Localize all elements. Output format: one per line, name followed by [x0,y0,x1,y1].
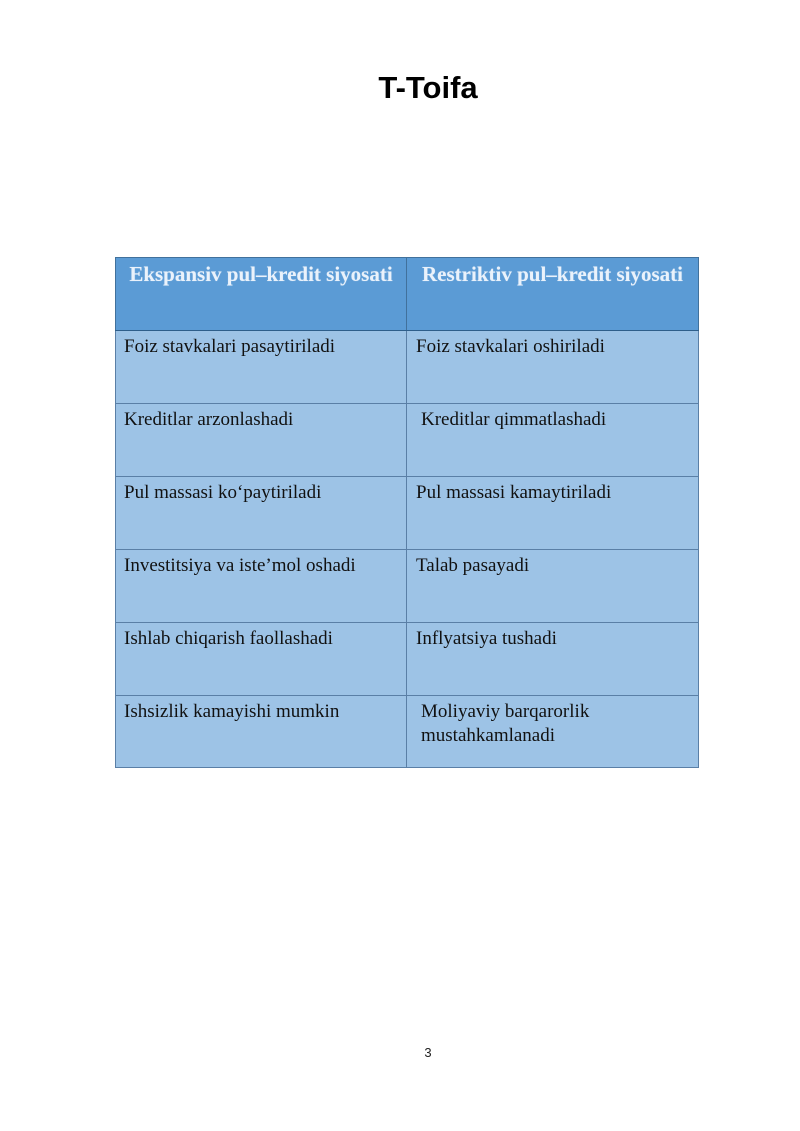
table-cell-restrictive: Foiz stavkalari oshiriladi [407,331,699,404]
page-number: 3 [424,1045,432,1060]
table-row [116,696,699,768]
table-row [116,623,699,696]
table-cell-expansionary: Ishlab chiqarish faollashadi [116,623,407,696]
table-row [116,550,699,623]
table-row [116,331,699,404]
comparison-table [115,257,699,768]
table-cell-restrictive: Kreditlar qimmatlashadi [407,404,699,477]
table-cell-expansionary: Kreditlar arzonlashadi [116,404,407,477]
table-cell-restrictive: Moliyaviy barqarorlik mustahkamlanadi [407,696,699,768]
table-cell-expansionary: Investitsiya va iste’mol oshadi [116,550,407,623]
table-header-row [116,258,699,331]
table-row [116,404,699,477]
table-cell-expansionary: Ishsizlik kamayishi mumkin [116,696,407,768]
header-expansionary-policy: Ekspansiv pul–kredit siyosati [116,258,407,331]
header-restrictive-policy: Restriktiv pul–kredit siyosati [407,258,699,331]
table-row [116,477,699,550]
table-cell-expansionary: Foiz stavkalari pasaytiriladi [116,331,407,404]
table-cell-restrictive: Inflyatsiya tushadi [407,623,699,696]
table-cell-expansionary: Pul massasi ko‘paytiriladi [116,477,407,550]
table-cell-restrictive: Talab pasayadi [407,550,699,623]
table-cell-restrictive: Pul massasi kamaytiriladi [407,477,699,550]
page-title: T-Toifa [378,70,478,105]
